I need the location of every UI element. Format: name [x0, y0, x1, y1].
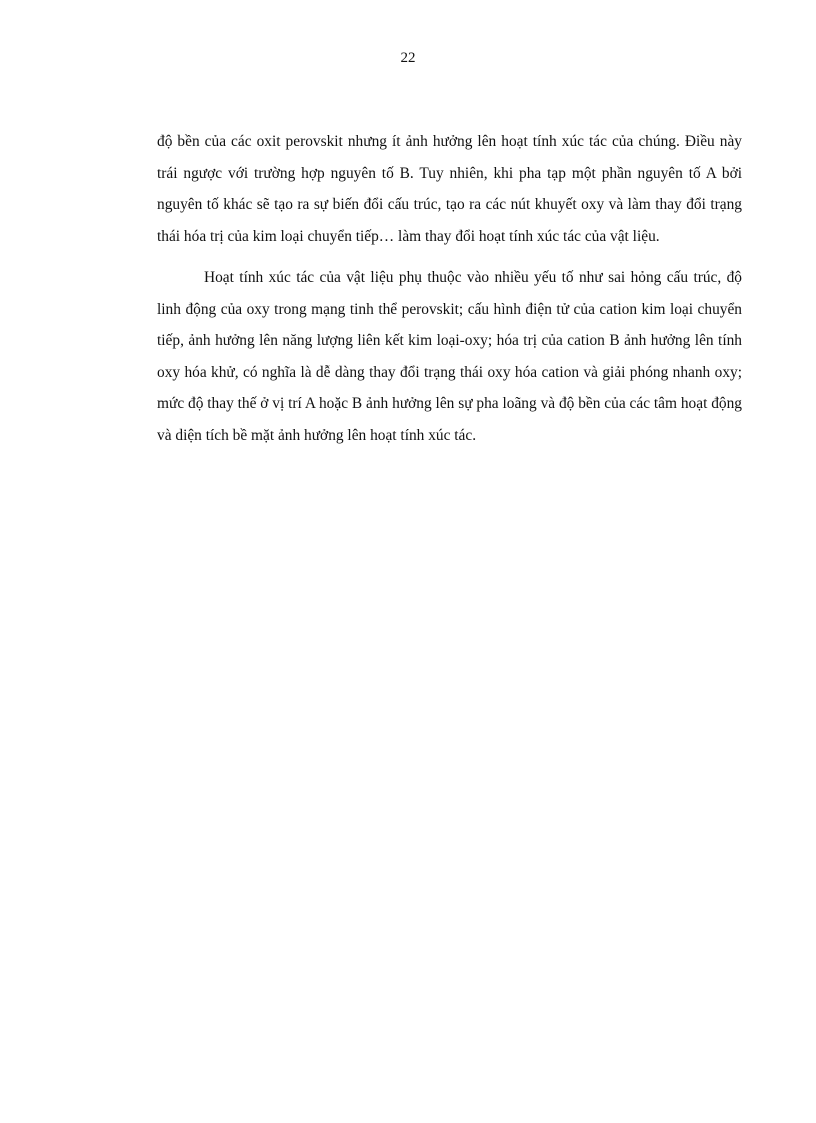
paragraph-catalytic-activity: Hoạt tính xúc tác của vật liệu phụ thuộc vào nhiều yếu tố như sai hỏng cấu trúc, độ linh động của oxy trong mạng tinh thể perovskit; cấu hình điện tử của cation kim loại chuyển tiếp, ảnh hưởng lên năng lượng liên kết kim loại-oxy; hóa trị của cation B ảnh hưởng lên tính oxy hóa khử, có nghĩa là dễ dàng thay đổi trạng thái oxy hóa cation và giải phóng nhanh oxy; mức độ thay thế ở vị trí A hoặc B ảnh hưởng lên sự pha loãng và độ bền của các tâm hoạt động và diện tích bề mặt ảnh hưởng lên hoạt tính xúc tác. — [157, 269, 742, 444]
document-body — [157, 126, 742, 451]
paragraph-continuation: độ bền của các oxit perovskit nhưng ít ảnh hưởng lên hoạt tính xúc tác của chúng. Điều này trái ngược với trường hợp nguyên tố B. Tuy nhiên, khi pha tạp một phần nguyên tố A bởi nguyên tố khác sẽ tạo ra sự biến đổi cấu trúc, tạo ra các nút khuyết oxy và làm thay đổi trạng thái hóa trị của kim loại chuyển tiếp… làm thay đổi hoạt tính xúc tác của vật liệu. — [157, 133, 742, 245]
page-number: 22 — [400, 50, 416, 66]
